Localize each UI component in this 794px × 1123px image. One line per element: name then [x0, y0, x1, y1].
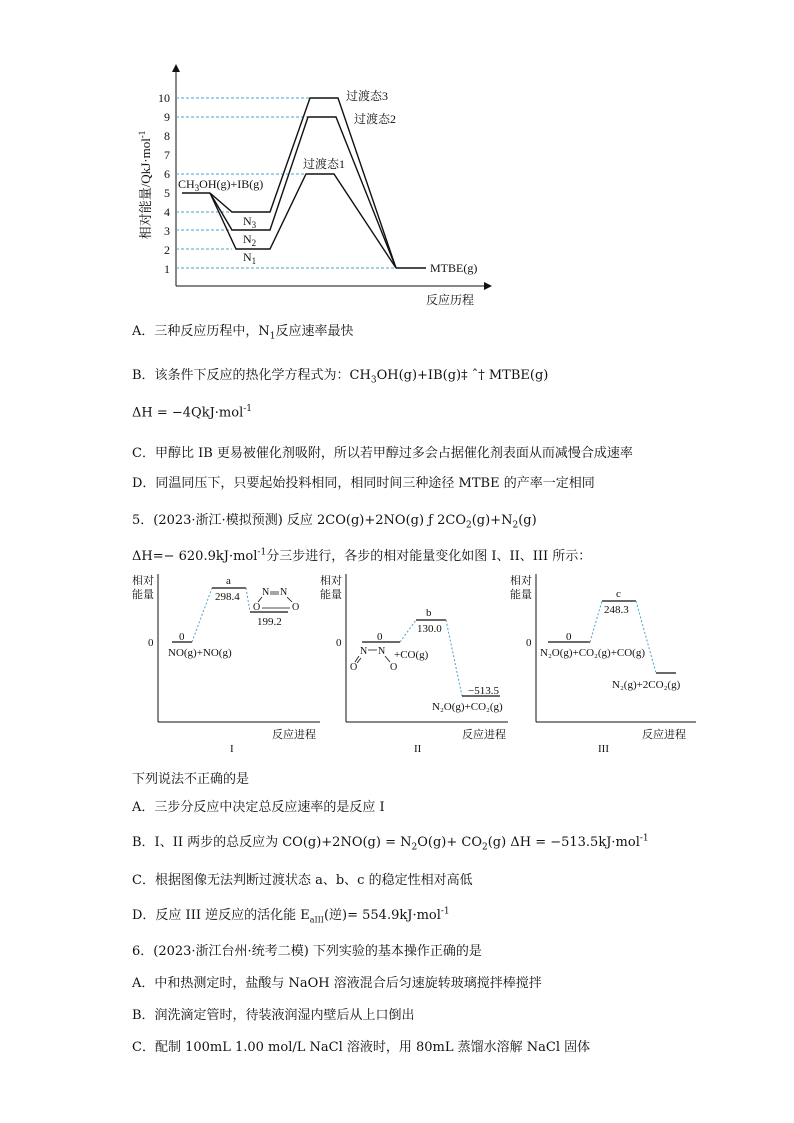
n1-label: $N_1$: [243, 250, 257, 266]
fig3-ts-label: c: [616, 588, 621, 600]
q5-option-b: B．I、II 两步的总反应为 $CO(g)+2NO(g) = N_2O(g)+ CO_2(g) \Delta H = -513.5kJ\cdot mol^{-1}$: [132, 833, 649, 853]
tick-6: 6: [164, 167, 170, 181]
tick-2: 2: [164, 243, 170, 257]
energy-diagrams-three-steps: [0, 568, 794, 768]
fig1-zero-top: 0: [179, 631, 185, 643]
tick-5: 5: [164, 186, 170, 200]
fig3-end: N₂(g)+2CO₂(g): [612, 679, 681, 691]
fig2-start-tail: +CO(g): [394, 649, 429, 661]
fig2-ylabel-2: 能量: [320, 589, 342, 601]
product-label: MTBE(g): [430, 261, 478, 275]
fig2-xlabel: 反应进程: [462, 729, 506, 741]
tick-4: 4: [164, 205, 170, 219]
fig2-zero-top: 0: [377, 631, 383, 643]
fig2-ylabel-1: 相对: [320, 575, 342, 587]
q6-option-b: B．润洗滴定管时，待装液润湿内壁后从上口倒出: [132, 1008, 415, 1023]
fig3-roman: III: [598, 743, 609, 755]
fig1-ts-label: a: [226, 575, 231, 587]
reactant-label: $CH_3OH(g)+IB(g)$: [178, 177, 264, 193]
fig2-ts-value: 130.0: [417, 623, 442, 635]
fig1-roman: I: [230, 743, 234, 755]
q4-option-b-dh: ΔH = −4QkJ·mol$^{-1}$: [132, 404, 253, 421]
tick-8: 8: [164, 129, 170, 143]
energy-diagram-mtbe: [0, 0, 794, 320]
q6-stem: 6．(2023·浙江台州·统考二模) 下列实验的基本操作正确的是: [132, 944, 482, 959]
q5-stem: 5．(2023·浙江·模拟预测) 反应 2CO(g)+2NO(g) ƒ $2CO_2(g)+N_2(g)$: [132, 513, 537, 531]
svg-text:O: O: [390, 662, 398, 673]
fig2-zero: 0: [336, 637, 342, 649]
q6-option-a: A．中和热测定时，盐酸与 NaOH 溶液混合后匀速旋转玻璃搅拌棒搅拌: [132, 976, 542, 991]
fig2-end-value: −513.5: [468, 685, 499, 697]
q5-stem-2: ΔH=− 620.9kJ·mol$^{-1}$分三步进行，各步的相对能量变化如图 I、II、III 所示：: [132, 547, 592, 564]
svg-text:N: N: [280, 587, 288, 598]
svg-text:N: N: [262, 587, 270, 598]
tick-9: 9: [164, 110, 170, 124]
svg-text:O: O: [350, 662, 358, 673]
svg-text:N: N: [360, 646, 368, 657]
fig3-ylabel-1: 相对: [510, 575, 532, 587]
n3-label: $N_3$: [243, 214, 257, 230]
q5-option-a: A．三步分反应中决定总反应速率的是反应 I: [132, 800, 385, 815]
ts2-label: 过渡态2: [354, 112, 397, 126]
fig1-xlabel: 反应进程: [272, 729, 316, 741]
fig3-zero: 0: [526, 637, 532, 649]
fig1-inter-value: 199.2: [257, 616, 282, 628]
fig2-end: N₂O(g)+CO₂(g): [432, 701, 503, 713]
q4-option-d: D．同温同压下，只要起始投料相同，相同时间三种途径 MTBE 的产率一定相同: [132, 476, 595, 491]
svg-text:O: O: [253, 602, 261, 613]
fig2-roman: II: [414, 743, 422, 755]
fig1-zero: 0: [148, 637, 154, 649]
q4-option-b: B．该条件下反应的热化学方程式为：$CH_3OH(g)+IB(g)\ddagger$ ˆ† MTBE(g): [132, 368, 549, 386]
fig1-ts-value: 298.4: [215, 591, 240, 603]
figure-I: [132, 573, 320, 755]
fig1-ylabel-2: 能量: [132, 589, 154, 601]
fig1-start: NO(g)+NO(g): [168, 647, 232, 659]
fig3-start: N₂O(g)+CO₂(g)+CO(g): [540, 647, 646, 659]
fig2-ts-label: b: [426, 607, 432, 619]
x-axis-label: 反应历程: [426, 293, 475, 307]
q4-option-a: A．三种反应历程中，$N_1$反应速率最快: [132, 324, 354, 342]
fig3-ts-value: 248.3: [604, 604, 629, 616]
svg-text:N: N: [378, 646, 386, 657]
tick-1: 1: [164, 262, 170, 276]
fig3-ylabel-2: 能量: [510, 589, 532, 601]
fig3-xlabel: 反应进程: [642, 729, 686, 741]
ts1-label: 过渡态1: [303, 157, 346, 171]
y-ticks: [158, 91, 170, 276]
tick-10: 10: [158, 91, 170, 105]
q6-option-c: C．配制 100mL 1.00 mol/L NaCl 溶液时，用 80mL 蒸馏水溶解 NaCl 固体: [132, 1040, 591, 1055]
fig1-ylabel-1: 相对: [132, 575, 154, 587]
figure-III: [510, 573, 696, 755]
svg-text:O: O: [292, 602, 300, 613]
n2-label: $N_2$: [243, 232, 257, 248]
q5-option-c: C．根据图像无法判断过渡状态 a、b、c 的稳定性相对高低: [132, 873, 473, 888]
q5-question: 下列说法不正确的是: [132, 772, 250, 787]
path-2: [210, 117, 396, 268]
figure-II: [320, 573, 508, 755]
fig3-zero-top: 0: [566, 631, 572, 643]
tick-7: 7: [164, 148, 170, 162]
q4-option-c: C．甲醇比 IB 更易被催化剂吸附，所以若甲醇过多会占据催化剂表面从而减慢合成速率: [132, 446, 633, 461]
tick-3: 3: [164, 224, 170, 238]
y-axis-label: 相对能量/QkJ·mol$^{-1}$: [137, 130, 153, 240]
ts3-label: 过渡态3: [346, 89, 389, 103]
q5-option-d: D．反应 III 逆反应的活化能 $E_{aIII}$(逆)= 554.9kJ·mol$^{-1}$: [132, 906, 450, 925]
